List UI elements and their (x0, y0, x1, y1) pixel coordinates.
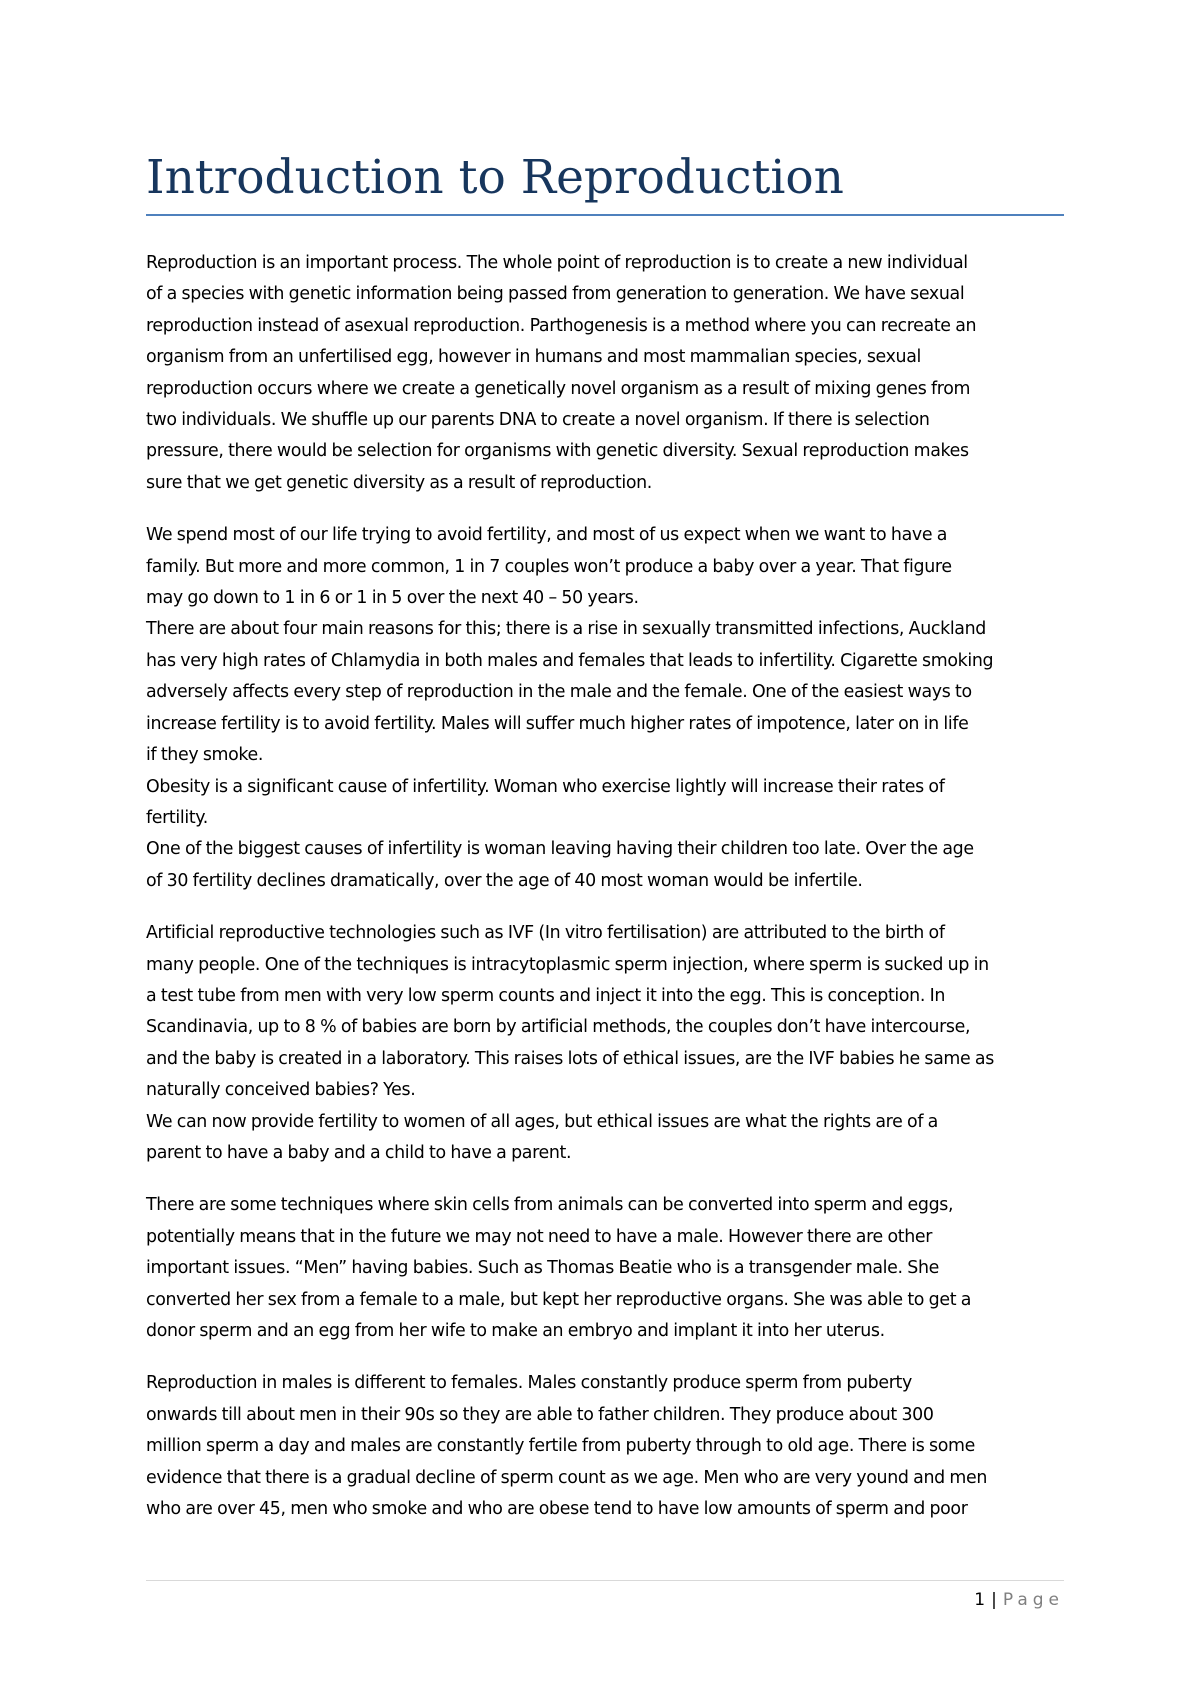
text-line: important issues. “Men” having babies. Such as Thomas Beatie who is a transgender male. She (146, 1258, 939, 1279)
text-line: fertility. (146, 807, 208, 828)
footer-separator: | (991, 1590, 997, 1610)
text-line: many people. One of the techniques is intracytoplasmic sperm injection, where sperm is sucked up in (146, 954, 989, 975)
document-title: Introduction to Reproduction (146, 150, 844, 205)
text-line: has very high rates of Chlamydia in both males and females that leads to infertility. Cigarette smoking (146, 650, 994, 671)
paragraph (146, 1368, 1064, 1525)
document-body (146, 248, 1064, 1546)
text-line: We can now provide fertility to women of all ages, but ethical issues are what the rights are of a (146, 1111, 938, 1132)
paragraph (146, 1190, 1064, 1347)
title-underline (146, 214, 1064, 216)
text-line: There are some techniques where skin cells from animals can be converted into sperm and eggs, (146, 1195, 954, 1216)
text-line: if they smoke. (146, 745, 264, 766)
text-line: of 30 fertility declines dramatically, over the age of 40 most woman would be infertile. (146, 870, 863, 891)
text-line: adversely affects every step of reproduction in the male and the female. One of the easiest ways to (146, 682, 972, 703)
text-line: parent to have a baby and a child to have a parent. (146, 1142, 572, 1163)
text-line: sure that we get genetic diversity as a result of reproduction. (146, 472, 652, 493)
page-footer (974, 1588, 1064, 1612)
paragraph (146, 918, 1064, 1169)
text-line: reproduction occurs where we create a genetically novel organism as a result of mixing genes from (146, 378, 971, 399)
text-line: Reproduction is an important process. The whole point of reproduction is to create a new individual (146, 253, 968, 273)
paragraph (146, 248, 1064, 499)
text-line: of a species with genetic information being passed from generation to generation. We have sexual (146, 284, 965, 305)
text-line: potentially means that in the future we may not need to have a male. However there are other (146, 1226, 933, 1247)
text-line: naturally conceived babies? Yes. (146, 1080, 416, 1101)
text-line: There are about four main reasons for this; there is a rise in sexually transmitted infections, Auckland (146, 619, 986, 640)
text-line: and the baby is created in a laboratory. This raises lots of ethical issues, are the IVF babies he same as (146, 1048, 994, 1069)
text-line: onwards till about men in their 90s so they are able to father children. They produce about 300 (146, 1404, 934, 1425)
text-line: Obesity is a significant cause of infertility. Woman who exercise lightly will increase their rates of (146, 776, 945, 797)
paragraph (146, 520, 1064, 897)
text-line: We spend most of our life trying to avoid fertility, and most of us expect when we want to have a (146, 525, 948, 546)
text-line: two individuals. We shuffle up our parents DNA to create a novel organism. If there is selection (146, 410, 930, 431)
text-line: Reproduction in males is different to females. Males constantly produce sperm from puberty (146, 1373, 912, 1394)
text-line: family. But more and more common, 1 in 7 couples won’t produce a baby over a year. That figure (146, 556, 952, 577)
text-line: organism from an unfertilised egg, however in humans and most mammalian species, sexual (146, 347, 921, 368)
text-line: converted her sex from a female to a male, but kept her reproductive organs. She was able to get a (146, 1289, 972, 1310)
text-line: may go down to 1 in 6 or 1 in 5 over the next 40 – 50 years. (146, 588, 639, 609)
page-label: Page (1002, 1590, 1064, 1610)
text-line: One of the biggest causes of infertility is woman leaving having their children too late. Over the age (146, 839, 974, 860)
text-line: increase fertility is to avoid fertility. Males will suffer much higher rates of impotence, later on in life (146, 713, 969, 734)
text-line: donor sperm and an egg from her wife to make an embryo and implant it into her uterus. (146, 1321, 885, 1341)
text-line: pressure, there would be selection for organisms with genetic diversity. Sexual reproduction makes (146, 441, 969, 462)
footer-divider (146, 1580, 1064, 1581)
text-line: Scandinavia, up to 8 % of babies are born by artificial methods, the couples don’t have intercourse, (146, 1017, 971, 1038)
text-line: a test tube from men with very low sperm counts and inject it into the egg. This is conception. In (146, 985, 946, 1006)
text-line: million sperm a day and males are constantly fertile from puberty through to old age. There is some (146, 1436, 975, 1457)
text-line: evidence that there is a gradual decline of sperm count as we age. Men who are very yound and men (146, 1467, 988, 1488)
text-line: who are over 45, men who smoke and who are obese tend to have low amounts of sperm and poor (146, 1499, 968, 1520)
page-number: 1 (974, 1590, 986, 1610)
text-line: reproduction instead of asexual reproduction. Parthogenesis is a method where you can recreate an (146, 315, 977, 336)
text-line: Artificial reproductive technologies such as IVF (In vitro fertilisation) are attributed to the birth of (146, 923, 945, 944)
